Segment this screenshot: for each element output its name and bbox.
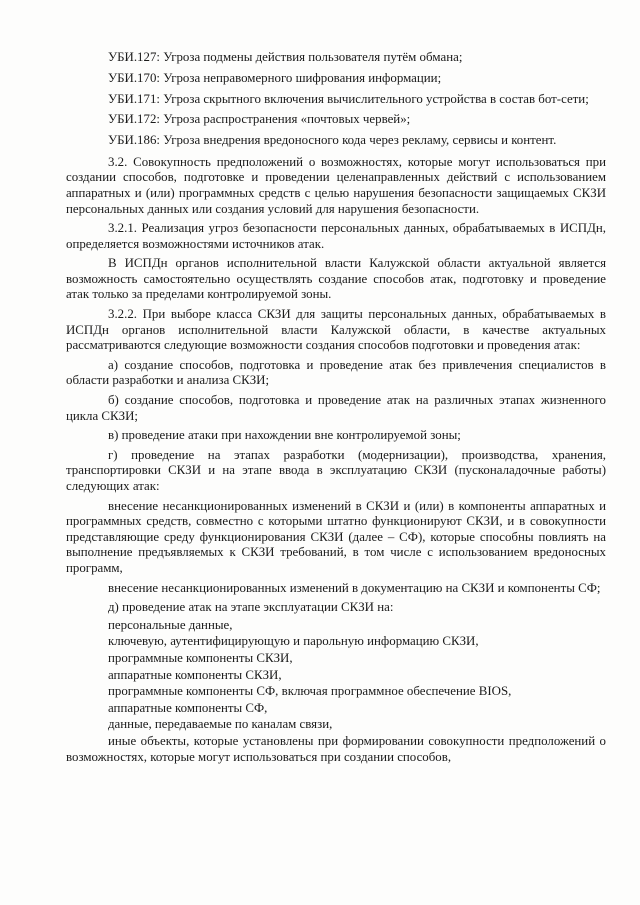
document-body [66,50,606,769]
threat-ubi-171: УБИ.171: Угроза скрытного включения вычислительного устройства в состав бот-сети; [108,91,589,106]
item-g-1: внесение несанкционированных изменений в СКЗИ и (или) в компоненты аппаратных и программных средств, совместно с которыми штатно функционируют СКЗИ, и в совокупности представляющие среду функционирования СКЗИ (далее – СФ), которые способны повлиять на выполнение предъявляемых к СКЗИ требований, в том числе с использованием вредоносных программ, [66,498,606,575]
d-list-item: ключевую, аутентифицирующую и парольную информацию СКЗИ, [108,634,479,649]
item-a: а) создание способов, подготовка и проведение атак без привлечения специалистов в области разработки и анализа СКЗИ; [66,357,606,388]
d-list-item: данные, передаваемые по каналам связи, [108,717,333,732]
d-list-item: аппаратные компоненты СФ, [108,700,268,715]
section-3-2-1: 3.2.1. Реализация угроз безопасности персональных данных, обрабатываемых в ИСПДн, определяется возможностями источников атак. [66,221,606,251]
d-list-item: аппаратные компоненты СКЗИ, [108,667,282,682]
threat-ubi-186: УБИ.186: Угроза внедрения вредоносного кода через рекламу, сервисы и контент. [108,133,557,148]
d-list-item: персональные данные, [108,617,233,632]
threat-ubi-170: УБИ.170: Угроза неправомерного шифрования информации; [108,70,442,85]
item-g-2: внесение несанкционированных изменений в документацию на СКЗИ и компоненты СФ; [108,580,601,595]
d-list-item: программные компоненты СКЗИ, [108,650,293,665]
item-v: в) проведение атаки при нахождении вне контролируемой зоны; [108,428,461,443]
section-3-2: 3.2. Совокупность предположений о возможностях, которые могут использоваться при создании способов, подготовке и проведении целенаправленных действий с использованием аппаратных и (или) программных средств с целью нарушения безопасности защищаемых СКЗИ персональных данных или создания условий для нарушения безопасности. [66,154,606,216]
final-paragraph: иные объекты, которые установлены при формировании совокупности предположений о возможностях, которые могут использоваться при создании способов, [66,733,606,764]
item-d: д) проведение атак на этапе эксплуатации СКЗИ на: [108,600,394,615]
section-3-2-2: 3.2.2. При выборе класса СКЗИ для защиты персональных данных, обрабатываемых в ИСПДн органов исполнительной власти Калужской области, в качестве актуальных рассматриваются следующие возможности создания способов подготовки и проведения атак: [66,307,606,353]
threat-ubi-172: УБИ.172: Угроза распространения «почтовых червей»; [108,112,411,127]
threat-ubi-127: УБИ.127: Угроза подмены действия пользователя путём обмана; [108,50,463,64]
d-list-item: программные компоненты СФ, включая программное обеспечение BIOS, [108,684,512,699]
item-b: б) создание способов, подготовка и проведение атак на различных этапах жизненного цикла СКЗИ; [66,393,606,423]
item-g: г) проведение на этапах разработки (модернизации), производства, хранения, транспортировки СКЗИ и на этапе ввода в эксплуатацию СКЗИ (пусконаладочные работы) следующих атак: [66,447,606,493]
ispdn-paragraph: В ИСПДн органов исполнительной власти Калужской области актуальной является возможность самостоятельно осуществлять создание способов атак, подготовку и проведение атак только за пределами контролируемой зоны. [66,256,606,302]
